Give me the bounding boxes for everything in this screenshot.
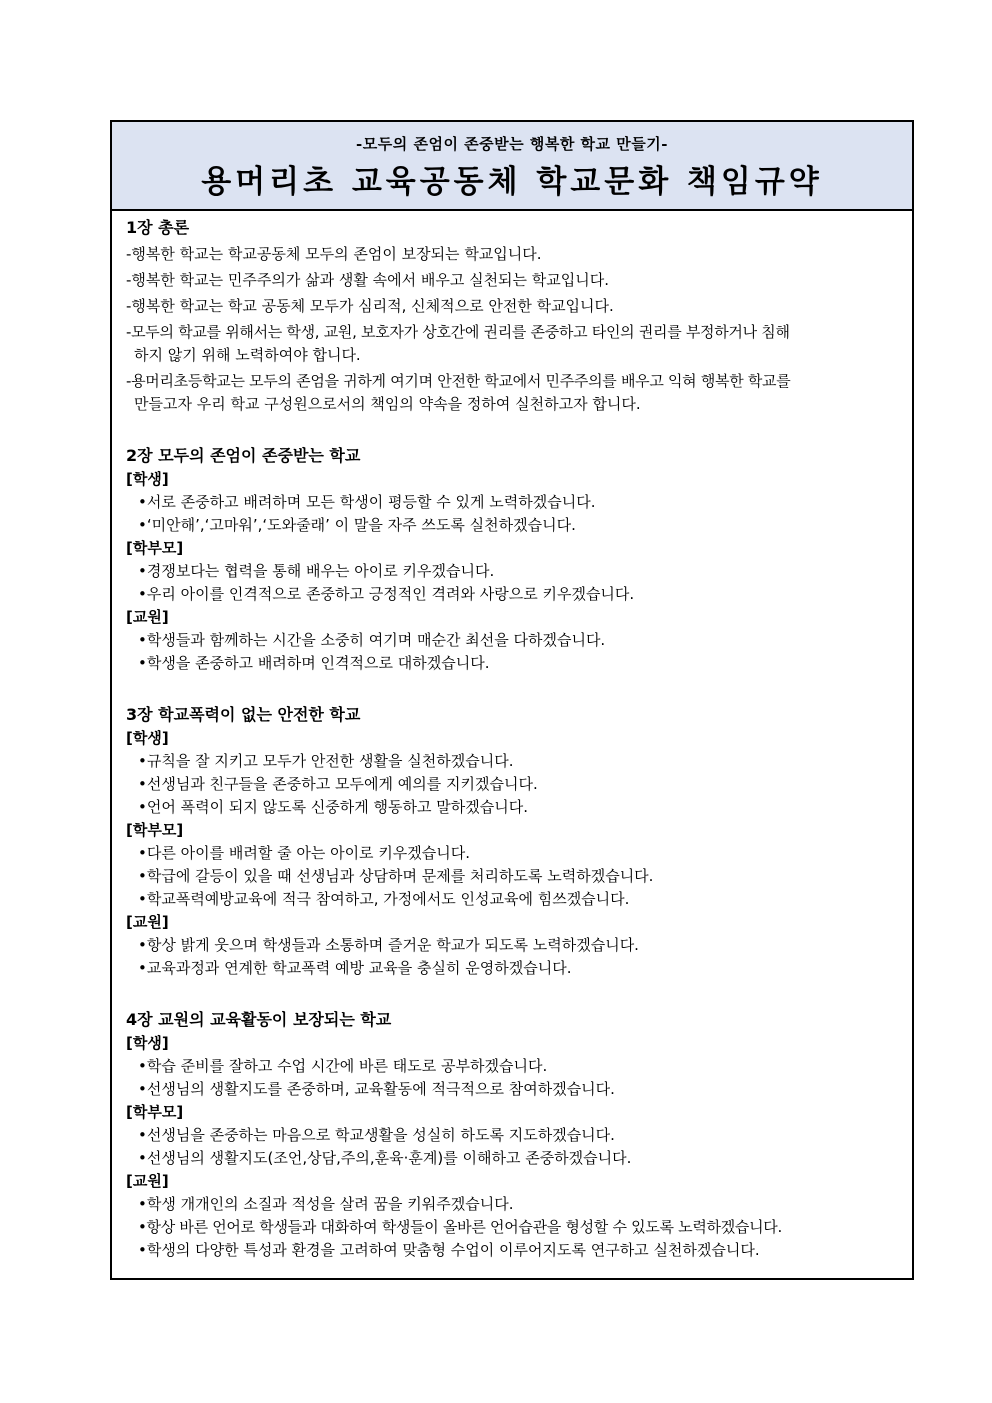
- pledge-item: •학생 개개인의 소질과 적성을 살려 꿈을 키워주겠습니다.: [138, 1195, 514, 1213]
- chapter-3-section: [126, 703, 900, 980]
- document-header: [112, 122, 912, 211]
- pledge-item: •선생님과 친구들을 존중하고 모두에게 예의를 지키겠습니다.: [138, 775, 538, 793]
- chapter-4-section: [126, 1008, 900, 1262]
- pledge-item: •‘미안해’,‘고마워’,‘도와줄래’ 이 말을 자주 쓰도록 실천하겠습니다.: [138, 516, 576, 534]
- group-label-student: [학생]: [126, 1034, 169, 1052]
- pledge-item: •선생님을 존중하는 마음으로 학교생활을 성실히 하도록 지도하겠습니다.: [138, 1126, 615, 1144]
- chapter-1-title: 1장 총론: [126, 218, 190, 237]
- group-label-parent: [학부모]: [126, 539, 184, 557]
- document-subtitle: -모두의 존엄이 존중받는 행복한 학교 만들기-: [356, 135, 668, 153]
- intro-line-text: -행복한 학교는 학교 공동체 모두가 심리적, 신체적으로 안전한 학교입니다.: [126, 297, 614, 315]
- chapter-2-title: 2장 모두의 존엄이 존중받는 학교: [126, 446, 361, 465]
- pledge-item: •규칙을 잘 지키고 모두가 안전한 생활을 실천하겠습니다.: [138, 752, 514, 770]
- pledge-item: •학급에 갈등이 있을 때 선생님과 상담하며 문제를 처리하도록 노력하겠습니다.: [138, 867, 654, 885]
- chapter-1-lines: [126, 243, 900, 416]
- pledge-item: •언어 폭력이 되지 않도록 신중하게 행동하고 말하겠습니다.: [138, 798, 528, 816]
- pledge-item: •항상 밝게 웃으며 학생들과 소통하며 즐거운 학교가 되도록 노력하겠습니다.: [138, 936, 639, 954]
- group-label-parent: [학부모]: [126, 1103, 184, 1121]
- intro-line: [126, 370, 900, 416]
- intro-line: [126, 269, 900, 292]
- pledge-item: •학생의 다양한 특성과 환경을 고려하여 맞춤형 수업이 이루어지도록 연구하고 실천하겠습니다.: [138, 1241, 760, 1259]
- pledge-item: •학습 준비를 잘하고 수업 시간에 바른 태도로 공부하겠습니다.: [138, 1057, 548, 1075]
- group-label-teacher: [교원]: [126, 1172, 169, 1190]
- intro-line-continuation: 하지 않기 위해 노력하여야 합니다.: [134, 346, 361, 364]
- section-spacer: [126, 416, 900, 444]
- pledge-item: •다른 아이를 배려할 줄 아는 아이로 키우겠습니다.: [138, 844, 471, 862]
- intro-line-text: -모두의 학교를 위해서는 학생, 교원, 보호자가 상호간에 권리를 존중하고 타인의 권리를 부정하거나 침해: [126, 323, 790, 341]
- document-body: [112, 211, 912, 1262]
- pledge-item: •학생을 존중하고 배려하며 인격적으로 대하겠습니다.: [138, 654, 490, 672]
- pledge-item: •교육과정과 연계한 학교폭력 예방 교육을 충실히 운영하겠습니다.: [138, 959, 572, 977]
- chapter-1-section: [126, 216, 900, 416]
- pledge-item: •우리 아이를 인격적으로 존중하고 긍정적인 격려와 사랑으로 키우겠습니다.: [138, 585, 635, 603]
- pledge-item: •선생님의 생활지도(조언,상담,주의,훈육·훈계)를 이해하고 존중하겠습니다.: [138, 1149, 632, 1167]
- intro-line: [126, 243, 900, 266]
- pledge-item: •선생님의 생활지도를 존중하며, 교육활동에 적극적으로 참여하겠습니다.: [138, 1080, 615, 1098]
- chapter-4-title: 4장 교원의 교육활동이 보장되는 학교: [126, 1010, 392, 1029]
- intro-line: [126, 295, 900, 318]
- pledge-item: •항상 바른 언어로 학생들과 대화하여 학생들이 올바른 언어습관을 형성할 수 있도록 노력하겠습니다.: [138, 1218, 782, 1236]
- pledge-item: •학교폭력예방교육에 적극 참여하고, 가정에서도 인성교육에 힘쓰겠습니다.: [138, 890, 630, 908]
- group-label-student: [학생]: [126, 470, 169, 488]
- section-spacer: [126, 980, 900, 1008]
- pledge-item: •서로 존중하고 배려하며 모든 학생이 평등할 수 있게 노력하겠습니다.: [138, 493, 596, 511]
- intro-line: [126, 321, 900, 367]
- group-label-teacher: [교원]: [126, 913, 169, 931]
- intro-line-text: -행복한 학교는 민주주의가 삶과 생활 속에서 배우고 실천되는 학교입니다.: [126, 271, 610, 289]
- intro-line-text: -행복한 학교는 학교공동체 모두의 존엄이 보장되는 학교입니다.: [126, 245, 542, 263]
- charter-document-frame: [110, 120, 914, 1280]
- group-label-parent: [학부모]: [126, 821, 184, 839]
- section-spacer: [126, 675, 900, 703]
- chapter-3-title: 3장 학교폭력이 없는 안전한 학교: [126, 705, 361, 724]
- pledge-item: •경쟁보다는 협력을 통해 배우는 아이로 키우겠습니다.: [138, 562, 495, 580]
- pledge-item: •학생들과 함께하는 시간을 소중히 여기며 매순간 최선을 다하겠습니다.: [138, 631, 606, 649]
- intro-line-continuation: 만들고자 우리 학교 구성원으로서의 책임의 약속을 정하여 실천하고자 합니다.: [134, 395, 641, 413]
- group-label-student: [학생]: [126, 729, 169, 747]
- chapter-2-section: [126, 444, 900, 675]
- intro-line-text: -용머리초등학교는 모두의 존엄을 귀하게 여기며 안전한 학교에서 민주주의를 배우고 익혀 행복한 학교를: [126, 372, 791, 390]
- group-label-teacher: [교원]: [126, 608, 169, 626]
- document-title: 용머리초 교육공동체 학교문화 책임규약: [201, 164, 823, 200]
